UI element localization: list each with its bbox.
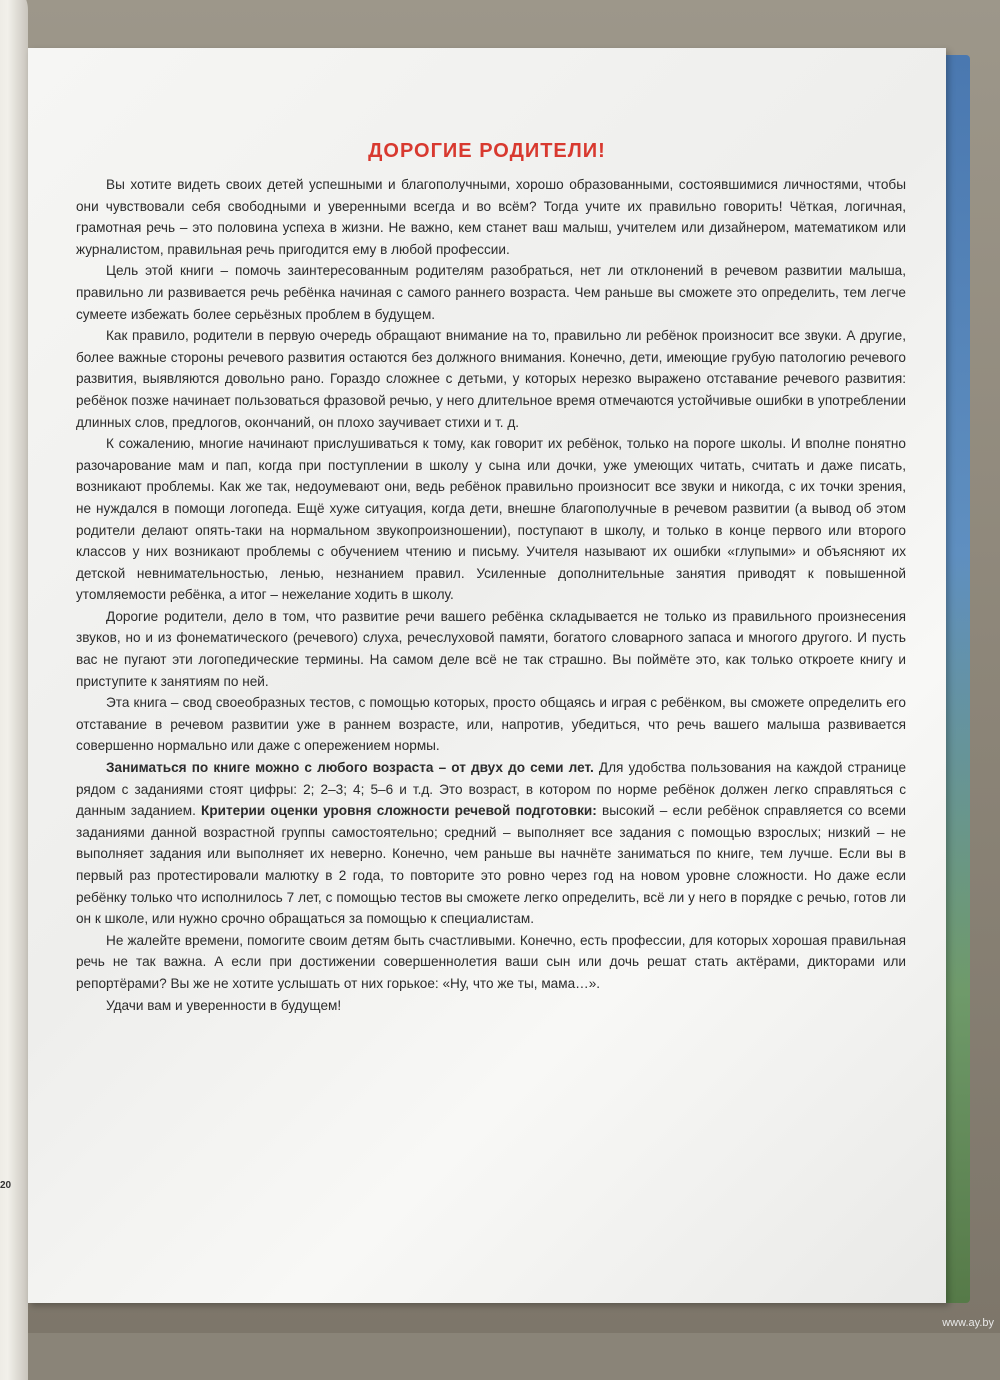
paragraph-development: Дорогие родители, дело в том, что развитие речи вашего ребёнка складывается не только из правильного произнесения звуков, но и из фонематического (речевого) слуха, речеслуховой памяти, богатого словарного запаса и многого другого. И пусть вас не пугают эти логопедические термины. На самом деле всё не так страшно. Вы поймёте это, как только откроете книгу и приступите к занятиям по ней. [76,608,906,689]
page-title: ДОРОГИЕ РОДИТЕЛИ! [368,140,606,162]
usage-age-text: Для удобства пользования на каждой странице рядом с заданиями стоят цифры: 2; 2–3; 4; 5–6 и т.д. Это возраст, в котором по норме ребёнок должен легко справляться с данным заданием. [76,760,907,819]
paragraph-usage [76,757,906,930]
paragraph-tests: Эта книга – свод своеобразных тестов, с помощью которых, просто общаясь и играя с ребёнком, вы сможете определить его отставание в речевом развитии уже в раннем возрасте, или, напротив, убедиться, что речь вашего малыша развивается совершенно нормально или даже с опережением нормы. [76,695,906,754]
watermark: www.ay.by [942,1317,994,1329]
paragraph-sounds: Как правило, родители в первую очередь обращают внимание на то, правильно ли ребёнок произносит все звуки. А другие, более важные стороны речевого развития остаются без должного внимания. Конечно, дети, имеющие грубую патологию речевого развития, выявляются довольно рано. Гораздо сложнее с детьми, у которых нерезко выражено отставание речевого развития: ребёнок позже начинает пользоваться фразовой речью, у него длительное время отмечаются устойчивые ошибки в употреблении длинных слов, предлогов, окончаний, он плохо заучивает стихи и т. д. [76,328,906,430]
usage-age-bold: Заниматься по книге можно с любого возраста – от двух до семи лет. [106,760,594,776]
facing-page-edge [0,0,28,1380]
paragraph-intro: Вы хотите видеть своих детей успешными и благополучными, хорошо образованными, состоявшимися личностями, чтобы они чувствовали себя свободными и уверенными всегда и во всём? Тогда учите их правильно говорить! Чёткая, логичная, грамотная речь – это половина успеха в жизни. Не важно, кем станет ваш малыш, учителем или дизайнером, математиком или журналистом, правильная речь пригодится ему в любой профессии. [76,177,906,257]
book-page [28,48,946,1303]
page-text [76,174,906,1016]
paragraph-closing: Удачи вам и уверенности в будущем! [106,997,342,1013]
page-number: 20 [0,1180,12,1191]
paragraph-time: Не жалейте времени, помогите своим детям быть счастливыми. Конечно, есть профессии, для которых хорошая правильная речь не так важна. А если при достижении совершеннолетия ваши сын или дочь решат стать актёрами, дикторами или репортёрами? Вы же не хотите услышать от них горькое: «Ну, что же ты, мама…». [76,932,906,991]
paragraph-goal: Цель этой книги – помочь заинтересованным родителям разобраться, нет ли отклонений в речевом развитии малыша, правильно ли развивается речь ребёнка начиная с самого раннего возраста. Чем раньше вы сможете это определить, тем легче сумеете избежать более серьёзных проблем в будущем. [76,263,906,322]
criteria-text: высокий – если ребёнок справляется со всеми заданиями данной возрастной группы самостоятельно; средний – выполняет все задания с помощью взрослых; низкий – не выполняет задания или выполняет их неверно. Конечно, чем раньше вы начнёте заниматься по книге, тем лучше. Если вы в первый раз протестировали малютку в 2 года, то повторите это ровно через год на новом уровне сложности. Но даже если ребёнку только что исполнилось 7 лет, с помощью тестов вы сможете легко определить, всё ли у него в порядке с речью, готов ли он к школе, или нужно срочно обращаться за помощью к специалистам. [76,803,907,927]
paragraph-school: К сожалению, многие начинают прислушиваться к тому, как говорит их ребёнок, только на пороге школы. И вполне понятно разочарование мам и пап, когда при поступлении в школу у сына или дочки, уже умеющих читать, считать и даже писать, возникают проблемы. Как же так, недоумевают они, ведь ребёнок правильно произносит все звуки и никогда, с их точки зрения, не нуждался в помощи логопеда. Ещё хуже ситуация, когда дети, внешне благополучные в речевом развитии (а вывод об этом родители делают опять-таки на нормальном звукопроизношении), поступают в школу, и только в конце первого или второго классов у них возникают проблемы с обучением чтению и письму. Учителя называют их ошибки «глупыми» и объясняют их детской невнимательностью, ленью, незнанием правил. Усиленные дополнительные занятия приводят к повышенной утомляемости ребёнка, а итог – нежелание ходить в школу. [76,436,906,603]
criteria-bold: Критерии оценки уровня сложности речевой подготовки: [201,803,597,819]
